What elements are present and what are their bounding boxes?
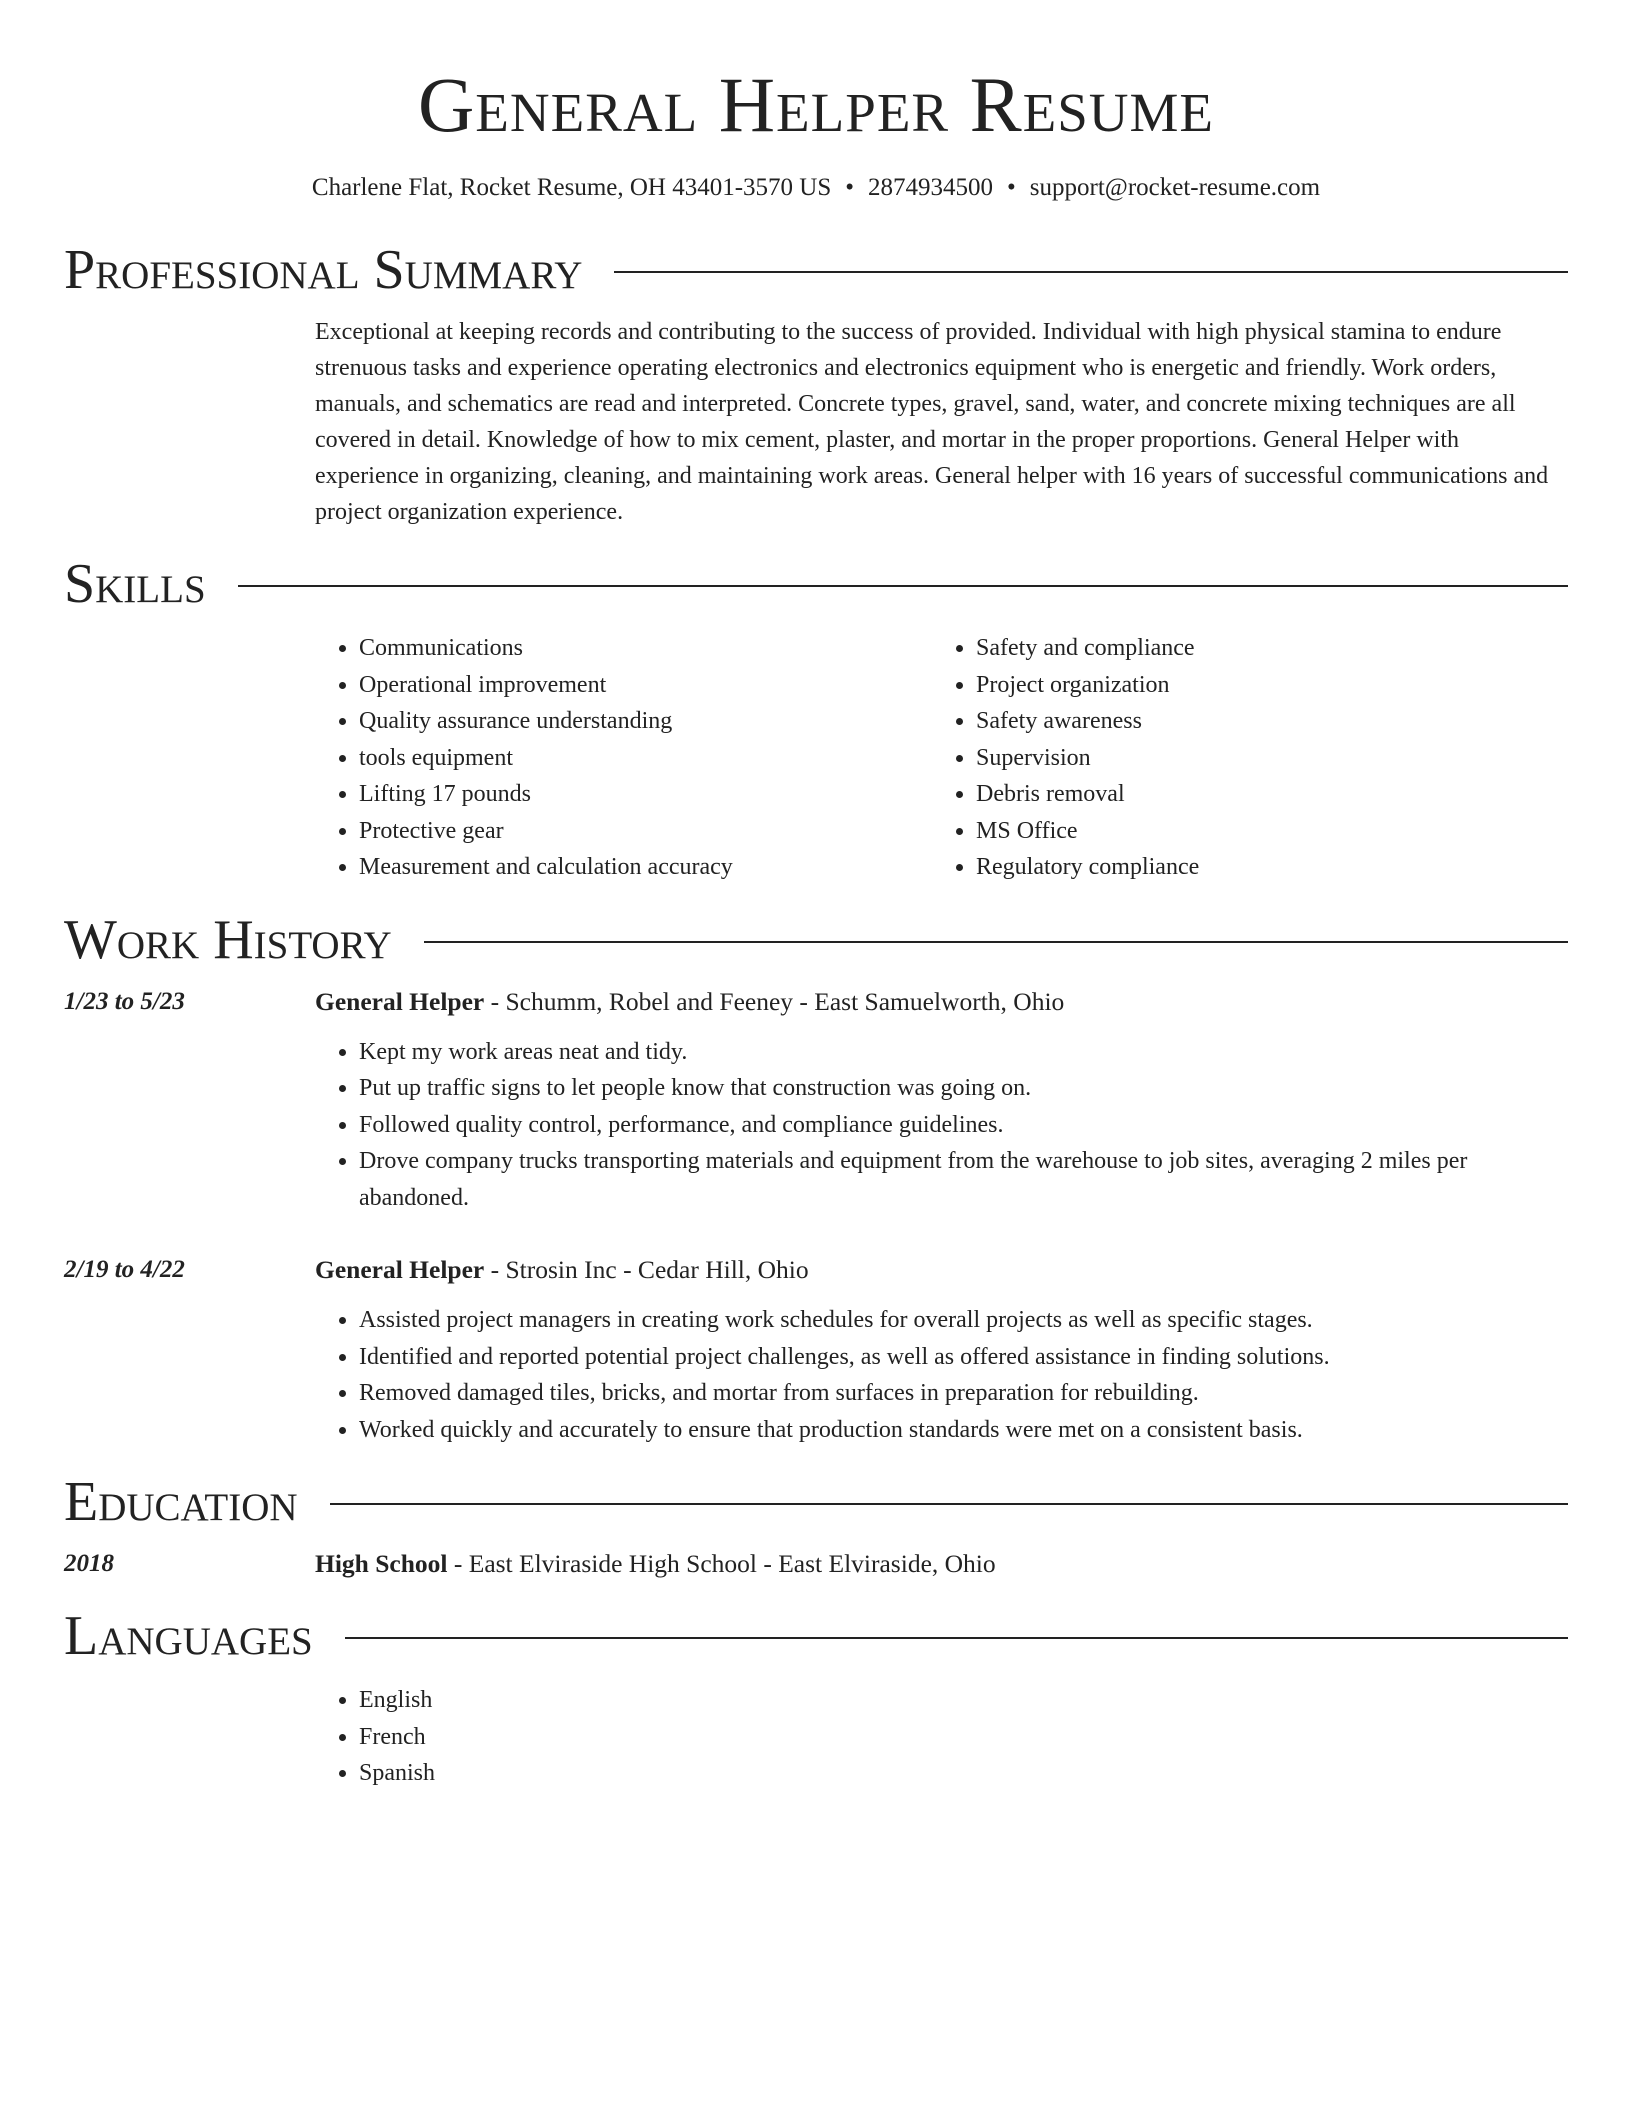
education-entry (64, 1546, 1568, 1582)
job-duty: • Followed quality control, performance, and compliance guidelines. (359, 1107, 1568, 1144)
skill-item: • Supervision (976, 740, 1549, 777)
skill-item: • tools equipment (359, 740, 932, 777)
languages-heading: Languages (64, 1605, 313, 1667)
skills-heading: Skills (64, 553, 206, 615)
job-duty: • Drove company trucks transporting materials and equipment from the warehouse to job sites, averaging 2 miles per abandoned. (359, 1143, 1568, 1216)
skills-column-right (932, 630, 1549, 886)
job-duty: • Removed damaged tiles, bricks, and mortar from surfaces in preparation for rebuilding. (359, 1375, 1568, 1412)
summary-text: Exceptional at keeping records and contributing to the success of provided. Individual with high physical stamina to endure strenuous tasks and experience operating electronics and electronics equipment who is energetic and friendly. Work orders, manuals, and schematics are read and interpreted. Concrete types, gravel, sand, water, and concrete mixing techniques are all covered in detail. Knowledge of how to mix cement, plaster, and mortar in the proper proportions. General Helper with experience in organizing, cleaning, and maintaining work areas. General helper with 16 years of successful communications and project organization experience. (315, 319, 1549, 525)
contact-phone: 2874934500 (868, 174, 994, 201)
skill-item: • Measurement and calculation accuracy (359, 849, 932, 886)
job-duties-list (315, 1302, 1568, 1448)
job-entry (64, 1252, 1568, 1288)
job-heading (315, 984, 1064, 1020)
job-title: General Helper (315, 986, 485, 1016)
contact-address: Charlene Flat, Rocket Resume, OH 43401-3570 US (311, 174, 832, 201)
languages-body (315, 1682, 1568, 1792)
job-duty: • Kept my work areas neat and tidy. (359, 1034, 1568, 1071)
section-divider (614, 271, 1568, 273)
education-school: - East Elviraside High School - East Elviraside, Ohio (447, 1549, 996, 1578)
job-duty: • Worked quickly and accurately to ensure that production standards were met on a consistent basis. (359, 1412, 1568, 1449)
job-dates: 1/23 to 5/23 (64, 987, 185, 1015)
education-year: 2018 (64, 1550, 114, 1577)
job-duty: • Identified and reported potential project challenges, as well as offered assistance in finding solutions. (359, 1339, 1568, 1376)
job-employer: - Schumm, Robel and Feeney - East Samuelworth, Ohio (484, 986, 1065, 1016)
education-degree: High School (315, 1549, 448, 1578)
contact-line (64, 172, 1568, 204)
skills-list (315, 630, 1568, 886)
section-divider (345, 1637, 1568, 1639)
education-heading-line (315, 1546, 996, 1582)
contact-email: support@rocket-resume.com (1029, 174, 1321, 201)
skill-item: • Safety awareness (976, 703, 1549, 740)
skill-item: • Operational improvement (359, 667, 932, 704)
skill-item: • Project organization (976, 667, 1549, 704)
summary-body (315, 314, 1568, 530)
skill-item: • MS Office (976, 813, 1549, 850)
section-divider (238, 585, 1568, 587)
job-dates: 2/19 to 4/22 (64, 1256, 185, 1283)
summary-section-header (64, 238, 1568, 302)
skill-item: • Debris removal (976, 776, 1549, 813)
skill-item: • Safety and compliance (976, 630, 1549, 667)
work-heading: Work History (64, 908, 392, 971)
job-duty: • Put up traffic signs to let people know that construction was going on. (359, 1070, 1568, 1107)
skill-item: • Lifting 17 pounds (359, 776, 932, 813)
job-duties-list (315, 1034, 1568, 1217)
skill-item: • Regulatory compliance (976, 849, 1549, 886)
languages-list (315, 1682, 1568, 1792)
education-section-header (64, 1470, 1568, 1534)
skill-item: • Protective gear (359, 813, 932, 850)
job-heading (315, 1252, 809, 1288)
education-heading: Education (64, 1471, 298, 1533)
job-duties (315, 1302, 1568, 1448)
skills-section-header (64, 552, 1568, 616)
section-divider (424, 941, 1568, 943)
skills-column-left (315, 630, 932, 886)
skill-item: • Quality assurance understanding (359, 703, 932, 740)
job-title: General Helper (315, 1255, 485, 1284)
work-section-header (64, 908, 1568, 972)
skill-item: • Communications (359, 630, 932, 667)
job-duty: • Assisted project managers in creating work schedules for overall projects as well as specific stages. (359, 1302, 1568, 1339)
summary-heading: Professional Summary (64, 239, 583, 301)
job-duties (315, 1034, 1568, 1217)
contact-separator: • (845, 174, 855, 201)
section-divider (330, 1503, 1568, 1505)
language-item: • Spanish (359, 1755, 1568, 1792)
language-item: • English (359, 1682, 1568, 1719)
contact-separator: • (1007, 174, 1016, 201)
resume-title: General Helper Resume (417, 61, 1215, 148)
resume-page (64, 0, 1568, 1792)
language-item: • French (359, 1719, 1568, 1756)
job-entry (64, 984, 1568, 1020)
job-employer: - Strosin Inc - Cedar Hill, Ohio (484, 1255, 809, 1284)
languages-section-header (64, 1604, 1568, 1668)
